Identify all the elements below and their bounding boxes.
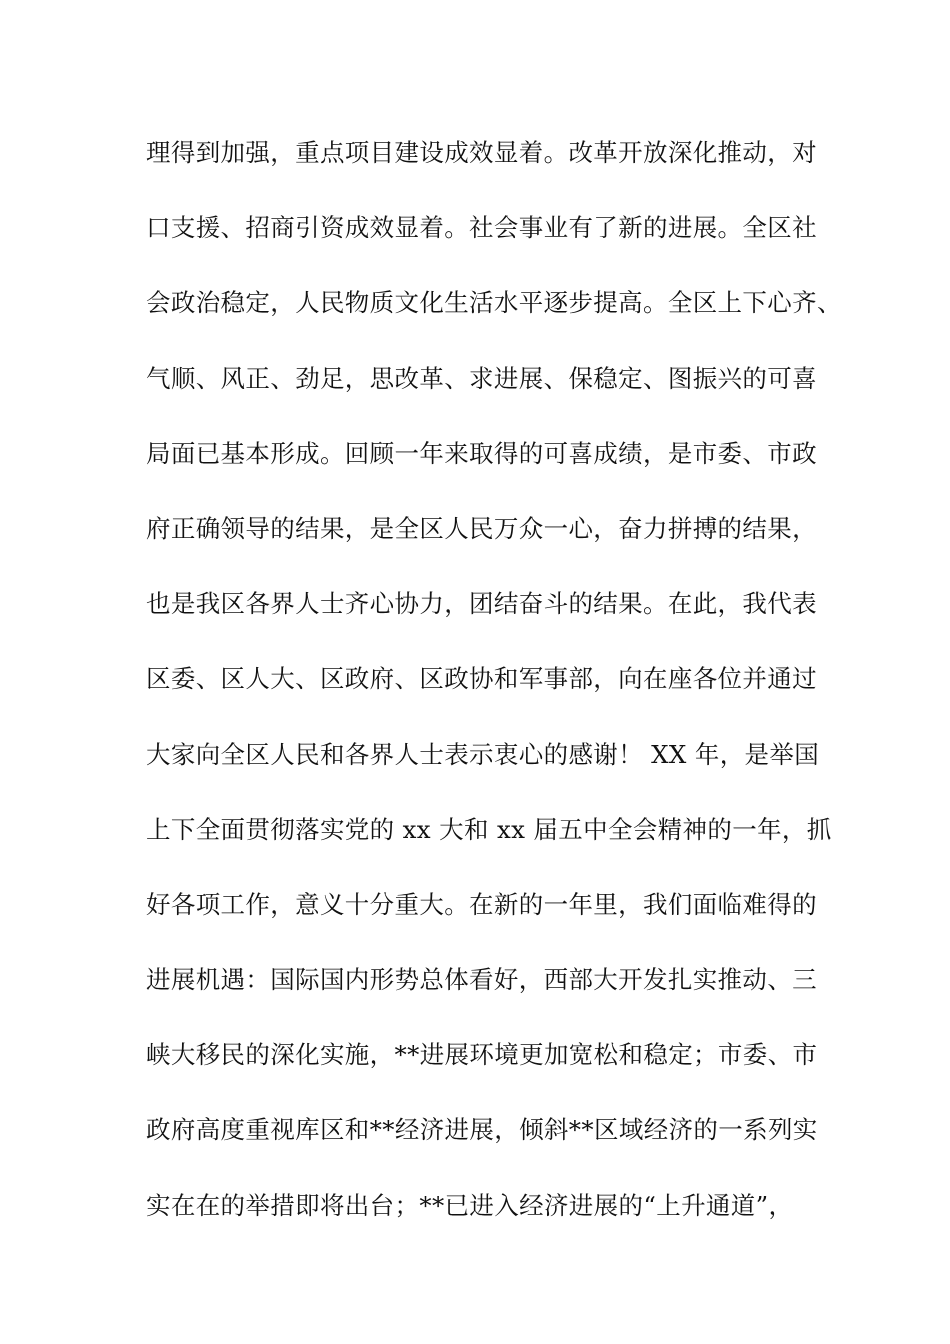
text-line: 大家向全区人民和各界人士表示衷心的感谢！ XX 年，是举国 [146,739,820,769]
text-line: 会政治稳定，人民物质文化生活水平逐步提高。全区上下心齐、 [146,288,842,318]
text-line: 峡大移民的深化实施，**进展环境更加宽松和稳定；市委、市 [146,1040,818,1070]
text-line: 局面已基本形成。回顾一年来取得的可喜成绩，是市委、市政 [146,438,817,468]
text-line: 实在在的举措即将出台；**已进入经济进展的“上升通道”， [146,1190,794,1220]
text-line: 口支援、招商引资成效显着。社会事业有了新的进展。全区社 [146,213,817,243]
text-line: 理得到加强，重点项目建设成效显着。改革开放深化推动，对 [146,138,817,167]
body-text [146,133,846,1261]
text-line: 区委、区人大、区政府、区政协和军事部，向在座各位并通过 [146,664,817,694]
text-line: 府正确领导的结果，是全区人民万众一心，奋力拼搏的结果， [146,513,817,543]
text-line: 也是我区各界人士齐心协力，团结奋斗的结果。在此，我代表 [146,589,817,619]
text-line: 进展机遇：国际国内形势总体看好，西部大开发扎实推动、三 [146,965,817,995]
text-line: 上下全面贯彻落实党的 xx 大和 xx 届五中全会精神的一年，抓 [146,814,832,844]
text-line: 好各项工作，意义十分重大。在新的一年里，我们面临难得的 [146,889,817,919]
text-line: 政府高度重视库区和**经济进展，倾斜**区域经济的一系列实 [146,1115,818,1145]
text-line: 气顺、风正、劲足，思改革、求进展、保稳定、图振兴的可喜 [146,363,817,393]
